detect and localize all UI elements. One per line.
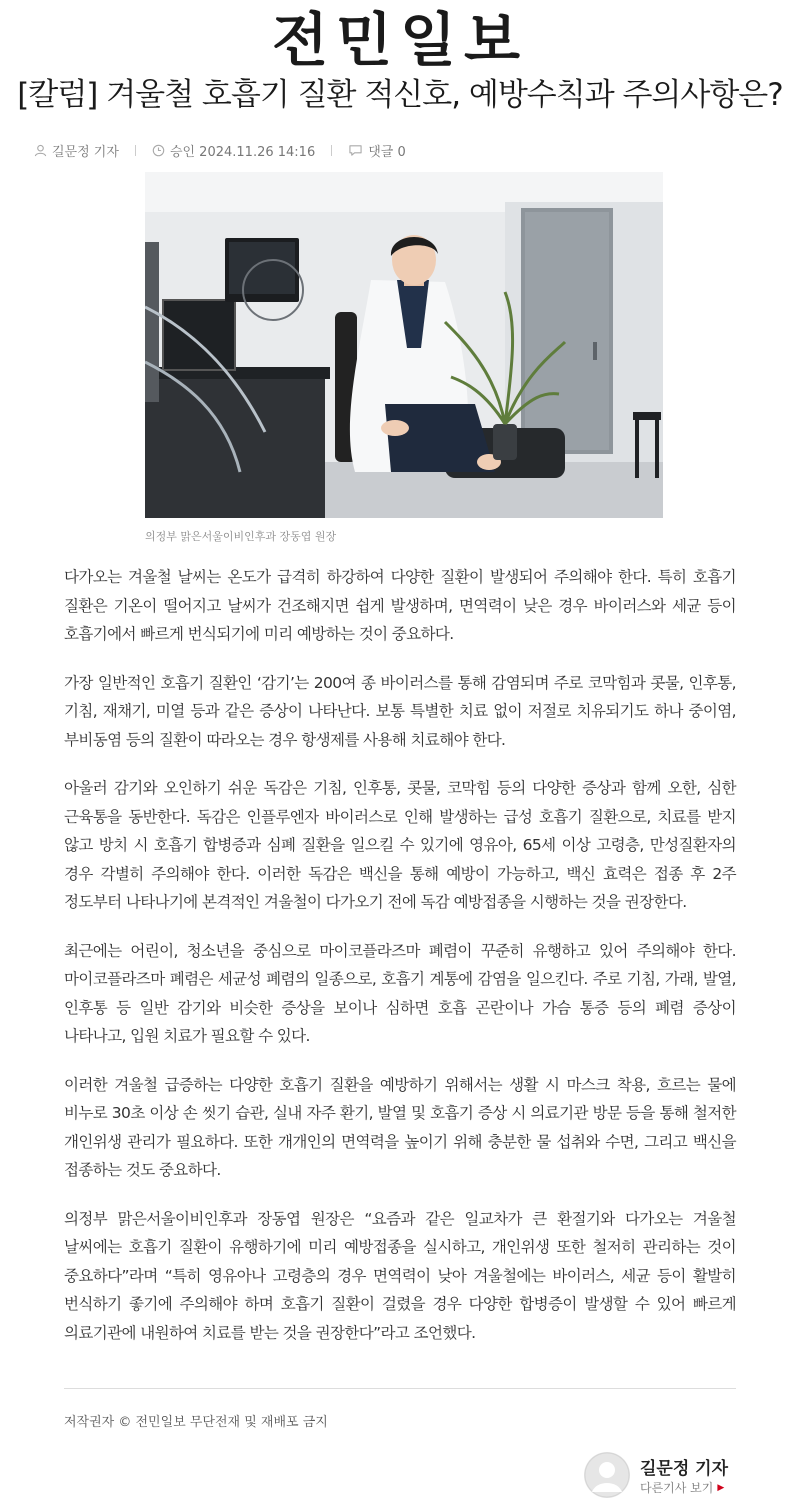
comment-text[interactable]: 댓글 0 [368, 144, 406, 160]
comment-icon [348, 144, 363, 157]
photo-caption: 의정부 맑은서울이비인후과 장동엽 원장 [145, 530, 337, 543]
arrow-right-icon: ▶ [717, 1482, 725, 1493]
article-paragraph: 다가오는 겨울철 날씨는 온도가 급격히 하강하여 다양한 질환이 발생되어 주의해야 한다. 특히 호흡기 질환은 기온이 떨어지고 날씨가 건조해지면 쉽게 발생하며, 면역력이 낮은 경우 바이러스와 세균 등이 호흡기에서 빠르게 번식되기에 미리 예방하는 것이 중요하다. [64, 568, 736, 643]
meta-divider [135, 145, 136, 156]
article-paragraph: 아울러 감기와 오인하기 쉬운 독감은 기침, 인후통, 콧물, 코막힘 등의 다양한 증상과 함께 오한, 심한 근육통을 동반한다. 독감은 인플루엔자 바이러스로 인해 발생하는 급성 호흡기 질환으로, 치료를 받지 않고 방치 시 호흡기 합병증과 심폐 질환을 일으킬 수 있기에 영유아, 65세 이상 고령층, 만성질환자의 경우 각별히 주의해야 한다. 이러한 독감은 백신을 통해 예방이 가능하고, 백신 효력은 접종 후 2주 정도부터 나타나기에 본격적인 겨울철이 다가오기 전에 독감 예방접종을 시행하는 것을 권장한다. [64, 779, 736, 911]
article-paragraph: 의정부 맑은서울이비인후과 장동엽 원장은 “요즘과 같은 일교차가 큰 환절기와 다가오는 겨울철 날씨에는 호흡기 질환이 유행하기에 미리 예방접종을 실시하고, 개인위생 또한 철저히 관리하는 것이 중요하다”라며 “특히 영유아나 고령층의 경우 면역력이 낮아 겨울철에는 바이러스, 세균 등이 활발히 번식하기 좋기에 주의해야 하며 호흡기 질환이 걸렸을 경우 다양한 합병증이 발생할 수 있어 빠르게 의료기관에 내원하여 치료를 받는 것을 권장한다”라고 조언했다. [64, 1209, 736, 1342]
avatar[interactable] [584, 1452, 630, 1498]
clock-icon [152, 144, 165, 157]
byline-text: 길문정 기자 [52, 144, 119, 160]
more-articles-link[interactable] [640, 1479, 724, 1496]
more-articles-label[interactable]: 다른기사 보기 [640, 1481, 714, 1495]
approved-time [152, 141, 315, 160]
article-paragraph: 가장 일반적인 호흡기 질환인 ‘감기’는 200여 종 바이러스를 통해 감염되며 주로 코막힘과 콧물, 인후통, 기침, 재채기, 미열 등과 같은 증상이 나타난다. 보통 특별한 치료 없이 저절로 치유되기도 하나 중이염, 부비동염 등의 질환이 따라오는 경우 항생제를 사용해 치료해야 한다. [64, 673, 736, 749]
person-icon [34, 144, 47, 157]
meta-divider [331, 145, 332, 156]
site-logo[interactable]: 전민일보 [271, 6, 529, 74]
comment-count[interactable] [348, 141, 406, 160]
article-meta [34, 138, 406, 162]
article-photo [145, 172, 663, 518]
author-box[interactable] [584, 1452, 744, 1500]
footer-divider [64, 1388, 736, 1389]
byline [34, 141, 119, 160]
article-headline: [칼럼] 겨울철 호흡기 질환 적신호, 예방수칙과 주의사항은? [17, 77, 783, 113]
article-paragraph: 최근에는 어린이, 청소년을 중심으로 마이코플라즈마 폐렴이 꾸준히 유행하고 있어 주의해야 한다. 마이코플라즈마 폐렴은 세균성 폐렴의 일종으로, 호흡기 계통에 감염을 일으킨다. 주로 기침, 가래, 발열, 인후통 등 일반 감기와 비슷한 증상을 보이나 심하면 호흡 곤란이나 가슴 통증 등의 폐렴 증상이 나타나고, 입원 치료가 필요할 수 있다. [64, 941, 736, 1045]
copyright-notice: 저작권자 © 전민일보 무단전재 및 재배포 금지 [64, 1415, 328, 1430]
article-paragraph: 이러한 겨울철 급증하는 다양한 호흡기 질환을 예방하기 위해서는 생활 시 마스크 착용, 흐르는 물에 비누로 30초 이상 손 씻기 습관, 실내 자주 환기, 발열 및 호흡기 증상 시 의료기관 방문 등을 통해 철저한 개인위생 관리가 필요하다. 또한 개개인의 면역력을 높이기 위해 충분한 물 섭취와 수면, 그리고 백신을 접종하는 것도 중요하다. [64, 1075, 736, 1179]
article-body [64, 563, 736, 1367]
person-icon [584, 1452, 630, 1498]
approved-text: 승인 2024.11.26 14:16 [169, 144, 316, 160]
author-name[interactable]: 길문정 기자 [640, 1459, 729, 1479]
